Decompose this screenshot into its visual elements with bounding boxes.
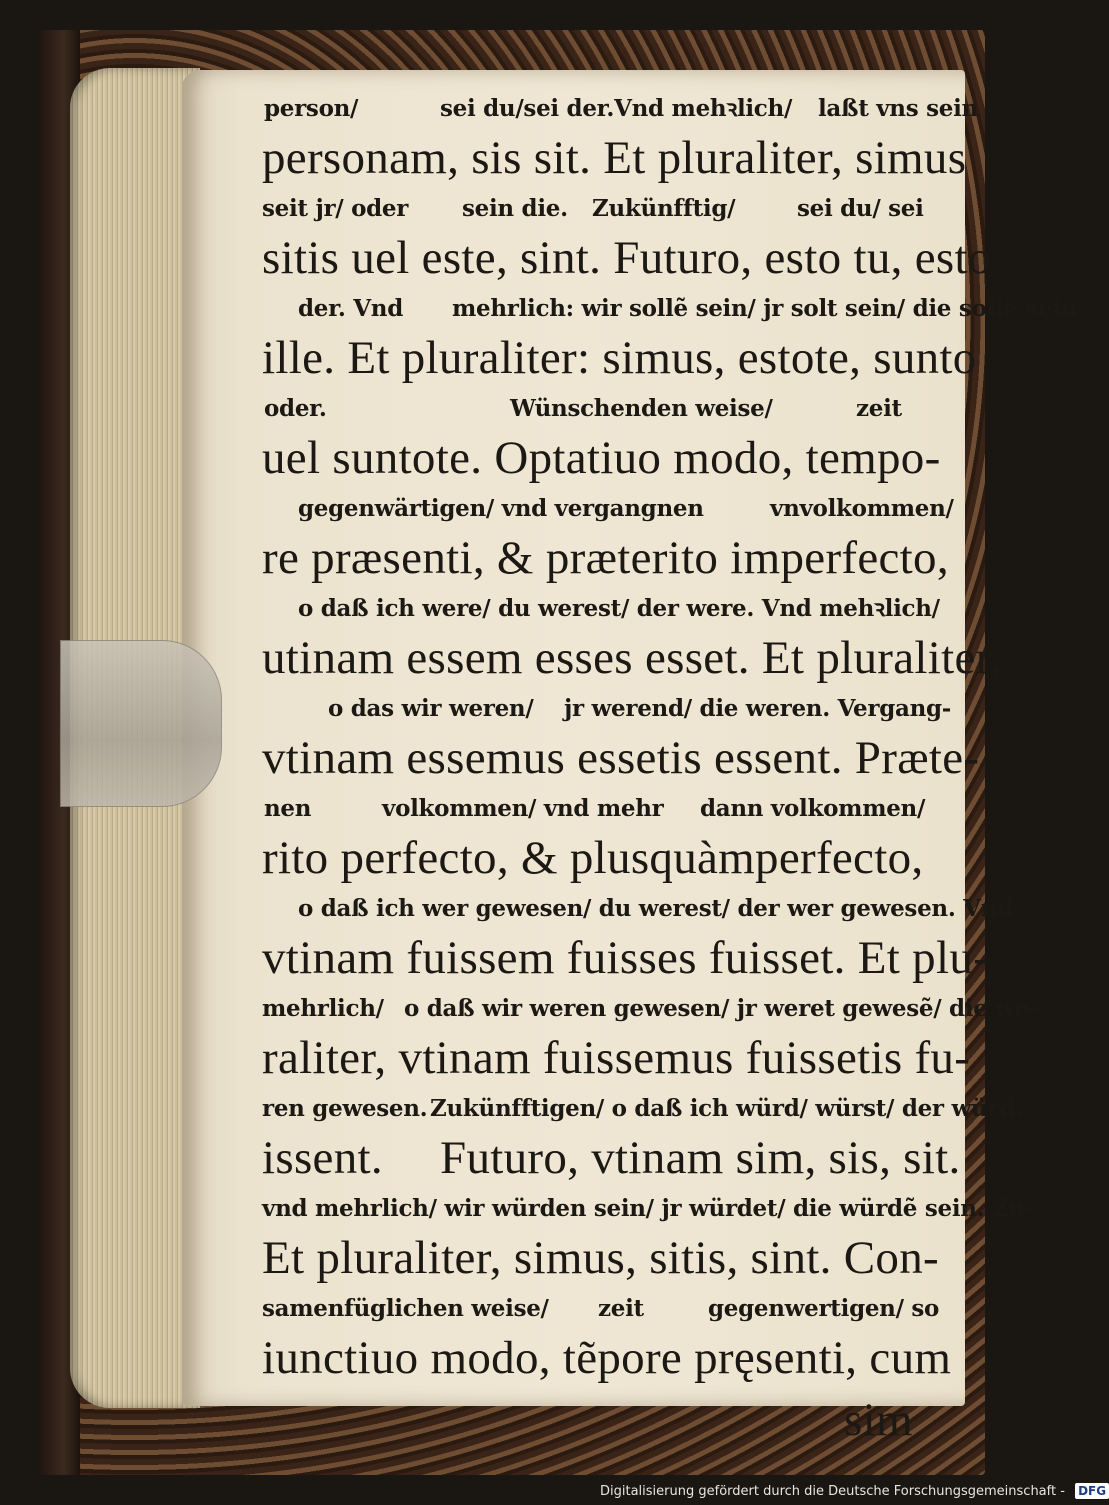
gloss-segment: o daß wir weren gewesen/ jr weret gewesẽ/ die we- bbox=[404, 995, 1039, 1022]
gloss-line bbox=[262, 190, 972, 228]
gloss-segment: Zukünfftigen/ o daß ich würd/ würst/ der würd. bbox=[430, 1095, 1023, 1122]
gloss-line bbox=[262, 290, 1078, 328]
gloss-line bbox=[262, 890, 1013, 928]
latin-line bbox=[262, 528, 972, 590]
gloss-segment: laßt vns sein bbox=[818, 95, 978, 122]
gloss-segment: ren gewesen. bbox=[262, 1095, 428, 1122]
latin-line bbox=[262, 1228, 972, 1290]
latin-line bbox=[262, 728, 980, 790]
gloss-segment: Zukünfftig/ bbox=[592, 195, 736, 222]
gloss-line bbox=[262, 690, 972, 728]
latin-segment: utinam essem esses esset. Et pluraliter, bbox=[262, 632, 1002, 684]
catchword: sim bbox=[844, 1394, 913, 1446]
gloss-line bbox=[262, 1190, 1035, 1228]
gloss-segment: vnd mehrlich/ wir würden sein/ jr würdet/ die würdẽ sein. Zu- bbox=[262, 1195, 1035, 1222]
gloss-segment: zeit bbox=[856, 395, 902, 422]
latin-segment: Futuro, vtinam sim, sis, sit. bbox=[440, 1132, 961, 1184]
latin-segment: issent. bbox=[262, 1132, 383, 1184]
gloss-segment: dann volkommen/ bbox=[700, 795, 926, 822]
gloss-segment: sein die. bbox=[462, 195, 568, 222]
gloss-line bbox=[262, 390, 972, 428]
latin-segment: iunctiuo modo, tẽpore pręsenti, cum bbox=[262, 1332, 952, 1384]
bookmark-clip bbox=[60, 640, 222, 807]
gloss-segment: person/ bbox=[264, 95, 359, 122]
catchword-line bbox=[262, 1390, 972, 1452]
latin-segment: rito perfecto, & plusquàmperfecto, bbox=[262, 832, 924, 884]
latin-line bbox=[262, 828, 972, 890]
latin-segment: raliter, vtinam fuissemus fuissetis fu- bbox=[262, 1032, 971, 1084]
gloss-line bbox=[262, 590, 972, 628]
gloss-segment: gegenwertigen/ so bbox=[708, 1295, 940, 1322]
latin-line bbox=[262, 1128, 972, 1190]
gloss-line bbox=[262, 990, 1039, 1028]
digitization-credit bbox=[600, 1480, 1109, 1504]
gloss-segment: oder. bbox=[264, 395, 327, 422]
latin-line bbox=[262, 928, 990, 990]
latin-segment: vtinam essemus essetis essent. Præte- bbox=[262, 732, 980, 784]
gloss-segment: seit jr/ oder bbox=[262, 195, 409, 222]
latin-segment: re præsenti, & præterito imperfecto, bbox=[262, 532, 949, 584]
gloss-segment: vnvolkommen/ bbox=[770, 495, 954, 522]
gloss-line bbox=[262, 790, 972, 828]
latin-line bbox=[262, 428, 972, 490]
gloss-segment: sei du/sei der.Vnd mehꝛlich/ bbox=[440, 95, 793, 122]
latin-line bbox=[262, 1328, 972, 1390]
gloss-segment: o das wir weren/ bbox=[328, 695, 534, 722]
latin-line bbox=[262, 128, 972, 190]
latin-line bbox=[262, 228, 992, 290]
dfg-logo: DFG bbox=[1075, 1483, 1109, 1499]
gloss-line bbox=[262, 1290, 972, 1328]
gloss-segment: sei du/ sei bbox=[797, 195, 924, 222]
footer-text: Digitalisierung gefördert durch die Deutsche Forschungsgemeinschaft - bbox=[600, 1484, 1065, 1499]
gloss-segment: samenfüglichen weise/ bbox=[262, 1295, 549, 1322]
gloss-segment: o daß ich wer gewesen/ du werest/ der wer gewesen. Vnd bbox=[298, 895, 1013, 922]
latin-line bbox=[262, 1028, 972, 1090]
page-text bbox=[262, 90, 1078, 1452]
gloss-segment: zeit bbox=[598, 1295, 644, 1322]
gloss-line bbox=[262, 1090, 1023, 1128]
gloss-segment: der. Vnd bbox=[298, 295, 403, 322]
gloss-segment: volkommen/ vnd mehr bbox=[382, 795, 664, 822]
gloss-segment: gegenwärtigen/ vnd vergangnen bbox=[298, 495, 704, 522]
latin-line bbox=[262, 628, 1002, 690]
gloss-segment: jr werend/ die weren. Vergang- bbox=[564, 695, 952, 722]
latin-segment: ille. Et pluraliter: simus, estote, sunto bbox=[262, 332, 977, 384]
latin-segment: Et pluraliter, simus, sitis, sint. Con- bbox=[262, 1232, 939, 1284]
gloss-segment: o daß ich were/ du werest/ der were. Vnd mehꝛlich/ bbox=[298, 595, 940, 622]
latin-segment: vtinam fuissem fuisses fuisset. Et plu- bbox=[262, 932, 990, 984]
gloss-segment: Wünschenden weise/ bbox=[510, 395, 773, 422]
gloss-line bbox=[262, 490, 972, 528]
gloss-segment: nen bbox=[264, 795, 312, 822]
latin-segment: uel suntote. Optatiuo modo, tempo- bbox=[262, 432, 941, 484]
gloss-segment: mehrlich: wir sollẽ sein/ jr solt sein/ die sollẽ sein bbox=[452, 295, 1078, 322]
latin-segment: sitis uel este, sint. Futuro, esto tu, esto bbox=[262, 232, 992, 284]
latin-segment: personam, sis sit. Et pluraliter, simus bbox=[262, 132, 967, 184]
gloss-segment: mehrlich/ bbox=[262, 995, 384, 1022]
gloss-line bbox=[262, 90, 978, 128]
latin-line bbox=[262, 328, 977, 390]
